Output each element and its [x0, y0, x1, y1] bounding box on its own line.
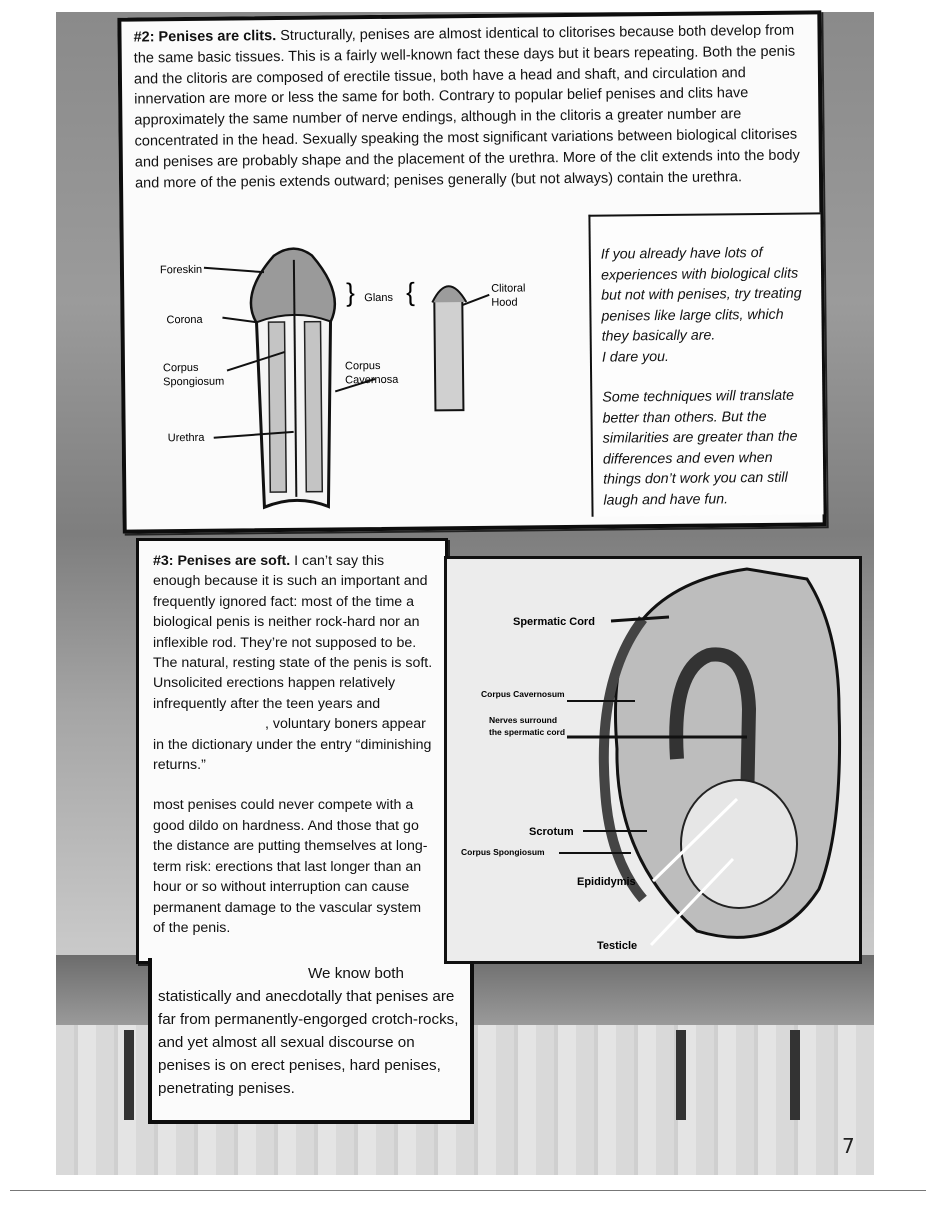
- label-clitoral-hood-2: Hood: [491, 296, 518, 309]
- section-3-body-c: most penises could never compete with a good dildo on hardness. And those that go the distance are putting themselves at long-term risk: erections that last longer than an hour or so without interruption can cause permanent damage to the vascular system of the penis.: [153, 797, 428, 936]
- label-testicle: Testicle: [597, 940, 638, 952]
- label-corpus-spongiosum-2: Spongiosum: [163, 375, 225, 389]
- testicle-shape: [681, 780, 797, 908]
- callout-dare: I dare you.: [601, 348, 670, 366]
- foreskin-pointer: [204, 267, 264, 273]
- section-3-card: [136, 538, 448, 964]
- section-2-body: Structurally, penises are almost identical to clitorises because both develop from the same basic tissues. This is a fairly well-known fact these days but it bears repeating. Both the penis and the clitoris are composed of erectile tissue, both have a head and shaft, and circulation and innervation are more or less the same for both. Contrary to popular belief penises and clits have approximately the same number of nerve endings, although in the clitoris a greater number are concentrated in the head. Sexually speaking the most significant variations between biological clitorises and penises are probably shape and the placement of the urethra. More of the clit extends into the body and more of the penis extends outward; penises generally (but not always) contain the urethra.: [133, 22, 800, 192]
- label-corpus-cavernosa-1: Corpus: [344, 359, 381, 373]
- penis-clitoris-diagram: [144, 229, 597, 522]
- label-urethra: Urethra: [167, 431, 205, 445]
- bench-leg: [790, 1030, 800, 1120]
- label-foreskin: Foreskin: [159, 263, 203, 277]
- section-2-card: [117, 10, 826, 533]
- glans-brace-left: {: [406, 276, 416, 307]
- label-corpus-cavernosa-2: Cavernosa: [345, 373, 399, 387]
- label-nerves-2: the spermatic cord: [489, 727, 566, 737]
- callout-box: [588, 212, 823, 516]
- label-nerves-1: Nerves surround: [489, 715, 558, 725]
- clitoral-hood-shape: [432, 286, 466, 302]
- label-spermatic-cord: Spermatic Cord: [513, 616, 595, 628]
- label-epididymis: Epididymis: [577, 876, 636, 888]
- glans-brace: }: [346, 277, 356, 308]
- label-clitoral-hood-1: Clitoral: [491, 282, 526, 295]
- bench-leg: [124, 1030, 134, 1120]
- page-number: 7: [842, 1134, 855, 1158]
- bench-leg: [676, 1030, 686, 1120]
- callout-text-2: Some techniques will translate better than others. But the similarities are greater than the differences and even when things don’t work you can still laugh and have fun.: [602, 387, 798, 509]
- scrotum-anatomy-figure: [444, 556, 862, 964]
- section-3-paragraph: [153, 551, 435, 938]
- glans-shape: [251, 248, 335, 322]
- clitoris-shaft: [434, 300, 463, 410]
- label-corpus-cavernosum: Corpus Cavernosum: [481, 689, 565, 699]
- label-corona: Corona: [166, 313, 203, 327]
- callout-text-1: If you already have lots of experiences with biological clits but not with penises, try treating penises like large clits, which they basically are. I dare you.: [600, 244, 802, 366]
- section-3-body-a: I can’t say this enough because it is such an important and frequently ignored fact: most of the time a biological penis is neither rock-hard nor an inflexible rod. They’re not supposed to be. The natural, resting state of the penis is soft. Unsolicited erections happen relatively infrequently after the teen years and: [153, 553, 433, 712]
- label-corpus-spongiosum-1: Corpus: [162, 361, 199, 375]
- corona-pointer: [222, 317, 256, 322]
- clitoral-hood-pointer: [462, 295, 489, 305]
- section-3-body-b: , voluntary boners appear in the dictionary under the entry “diminishing returns.”: [153, 716, 432, 774]
- scrotum-anatomy-svg: [447, 559, 853, 955]
- page-bottom-rule: [10, 1190, 926, 1191]
- label-corpus-spongiosum: Corpus Spongiosum: [461, 847, 545, 857]
- label-glans: Glans: [364, 291, 394, 305]
- section-3-body-d: We know both statistically and anecdotally that penises are far from permanently-engorged crotch-rocks, and yet almost all sexual discourse on penises is on erect penises, hard penises, penetrating penises.: [158, 965, 459, 1097]
- label-scrotum: Scrotum: [529, 826, 574, 838]
- corpus-tissue-right: [305, 322, 323, 492]
- section-3-heading: #3: Penises are soft.: [153, 553, 291, 569]
- section-3-continuation: [148, 958, 474, 1124]
- section-2-paragraph: [133, 20, 811, 193]
- corpus-tissue-left: [269, 322, 287, 492]
- section-2-heading: #2: Penises are clits.: [133, 28, 277, 46]
